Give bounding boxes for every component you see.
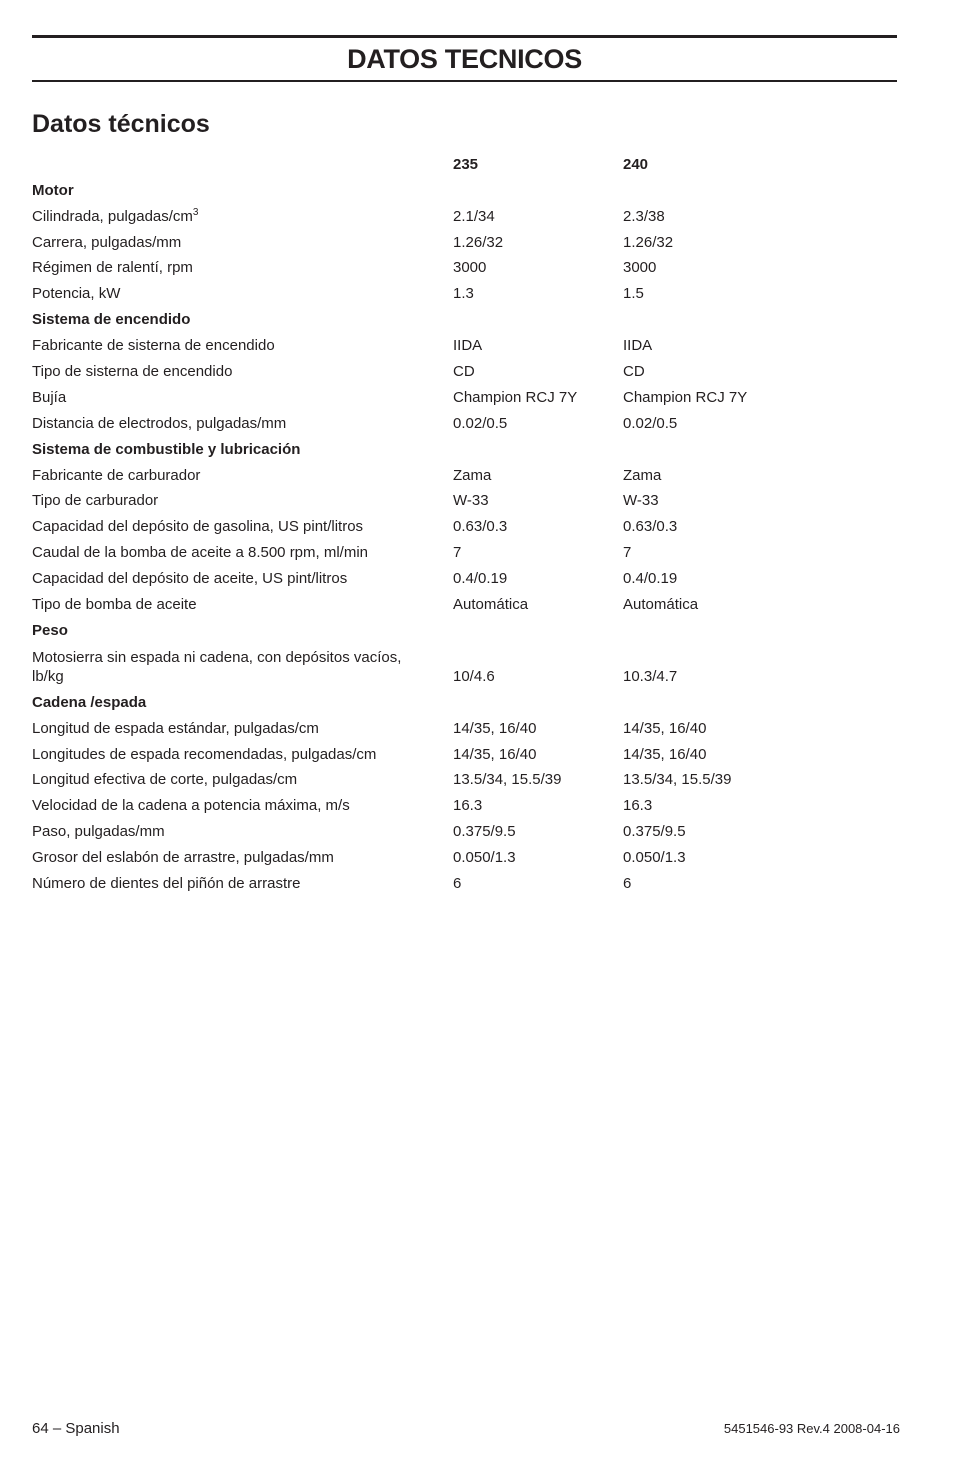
table-row xyxy=(32,358,897,384)
document-reference: 5451546-93 Rev.4 2008-04-16 xyxy=(723,1421,900,1436)
value-235: 0.63/0.3 xyxy=(453,518,508,536)
table-section-row xyxy=(32,689,897,715)
table-row xyxy=(32,870,897,896)
spec-label xyxy=(32,517,442,536)
spec-label xyxy=(32,648,442,686)
value-235: W-33 xyxy=(453,492,489,510)
value-235: 0.050/1.3 xyxy=(453,849,516,867)
spec-label-text: Bujía xyxy=(32,388,67,406)
spec-label-text: Grosor del eslabón de arrastre, pulgadas/mm xyxy=(32,849,334,867)
table-row xyxy=(32,715,897,741)
value-240: 0.02/0.5 xyxy=(623,414,678,432)
spec-label xyxy=(32,848,442,867)
spec-label xyxy=(32,388,442,407)
value-235: CD xyxy=(453,363,475,381)
spec-table xyxy=(32,151,897,896)
section-label: Peso xyxy=(32,621,68,639)
page-number: 64 – Spanish xyxy=(32,1420,120,1437)
column-header-235: 235 xyxy=(453,155,479,173)
spec-label xyxy=(32,233,442,252)
spec-label-text: Tipo de carburador xyxy=(32,492,159,510)
table-body xyxy=(32,177,897,896)
spec-label xyxy=(32,543,442,562)
spec-label-line-2: lb/kg xyxy=(32,667,64,685)
value-235: 10/4.6 xyxy=(453,667,495,685)
spec-label-text: Velocidad de la cadena a potencia máxima, m/s xyxy=(32,797,350,815)
spec-label-text: Caudal de la bomba de aceite a 8.500 rpm, ml/min xyxy=(32,544,369,562)
section-label: Motor xyxy=(32,181,74,199)
spec-label xyxy=(32,796,442,815)
value-240: IIDA xyxy=(623,337,653,355)
value-240: 1.26/32 xyxy=(623,233,674,251)
spec-label xyxy=(32,362,442,381)
value-240: 0.375/9.5 xyxy=(623,823,686,841)
header-top-rule xyxy=(32,35,897,38)
spec-label xyxy=(32,258,442,277)
value-235: 3000 xyxy=(453,259,487,277)
value-240: 16.3 xyxy=(623,797,653,815)
value-240: 10.3/4.7 xyxy=(623,667,678,685)
table-section-row xyxy=(32,617,897,643)
value-235: 0.4/0.19 xyxy=(453,570,508,588)
spec-label xyxy=(32,414,442,433)
value-240: 1.5 xyxy=(623,285,644,303)
spec-label-text: Tipo de sisterna de encendido xyxy=(32,363,233,381)
spec-label-text: Potencia, kW xyxy=(32,285,121,303)
value-240: 2.3/38 xyxy=(623,207,665,225)
table-row xyxy=(32,410,897,436)
spec-label-line-1: Motosierra sin espada ni cadena, con depósitos vacíos, xyxy=(32,648,402,666)
spec-label xyxy=(32,284,442,303)
value-235: Zama xyxy=(453,466,492,484)
spec-label xyxy=(32,207,442,226)
value-235: Automática xyxy=(453,596,529,614)
spec-label xyxy=(32,595,442,614)
table-section-row xyxy=(32,306,897,332)
spec-label xyxy=(32,491,442,510)
value-240: Zama xyxy=(623,466,662,484)
table-row xyxy=(32,255,897,281)
table-row xyxy=(32,462,897,488)
spec-label-text: Fabricante de carburador xyxy=(32,466,201,484)
table-row xyxy=(32,539,897,565)
table-row xyxy=(32,513,897,539)
table-row xyxy=(32,844,897,870)
value-240: Champion RCJ 7Y xyxy=(623,388,748,406)
value-235: 7 xyxy=(453,544,462,562)
spec-label-text: Longitud efectiva de corte, pulgadas/cm xyxy=(32,771,298,789)
value-240: 0.050/1.3 xyxy=(623,849,686,867)
spec-label-text: Longitudes de espada recomendadas, pulgadas/cm xyxy=(32,745,377,763)
spec-label xyxy=(32,466,442,485)
spec-label xyxy=(32,770,442,789)
value-240: 14/35, 16/40 xyxy=(623,719,707,737)
table-header-row xyxy=(32,151,897,177)
table-row xyxy=(32,591,897,617)
spec-label xyxy=(32,569,442,588)
value-240: CD xyxy=(623,363,645,381)
value-240: W-33 xyxy=(623,492,659,510)
table-row xyxy=(32,565,897,591)
table-row xyxy=(32,818,897,844)
table-row xyxy=(32,229,897,255)
value-235: 1.26/32 xyxy=(453,233,504,251)
spec-label xyxy=(32,745,442,764)
spec-label xyxy=(32,874,442,893)
column-header-240: 240 xyxy=(623,155,649,173)
spec-label-text: Tipo de bomba de aceite xyxy=(32,596,197,614)
section-title: Datos técnicos xyxy=(32,110,210,138)
page-header-title: DATOS TECNICOS xyxy=(347,44,582,74)
table-row xyxy=(32,767,897,793)
value-235: 13.5/34, 15.5/39 xyxy=(453,771,562,789)
table-row xyxy=(32,643,897,689)
spec-label xyxy=(32,336,442,355)
spec-label-text: Capacidad del depósito de gasolina, US pint/litros xyxy=(32,518,364,536)
value-240: 3000 xyxy=(623,259,657,277)
spec-label-text: Paso, pulgadas/mm xyxy=(32,823,165,841)
value-240: 0.4/0.19 xyxy=(623,570,678,588)
value-240: 14/35, 16/40 xyxy=(623,745,707,763)
value-235: 1.3 xyxy=(453,285,474,303)
spec-label-text: Carrera, pulgadas/mm xyxy=(32,233,182,251)
spec-label xyxy=(32,822,442,841)
spec-label xyxy=(32,719,442,738)
table-row xyxy=(32,792,897,818)
table-row xyxy=(32,741,897,767)
table-section-row xyxy=(32,177,897,203)
spec-label-text: Capacidad del depósito de aceite, US pint/litros xyxy=(32,570,348,588)
table-row xyxy=(32,332,897,358)
value-235: 0.02/0.5 xyxy=(453,414,508,432)
spec-label-text: Distancia de electrodos, pulgadas/mm xyxy=(32,414,287,432)
value-235: Champion RCJ 7Y xyxy=(453,388,578,406)
value-240: 6 xyxy=(623,875,632,893)
value-235: 14/35, 16/40 xyxy=(453,745,537,763)
value-240: 0.63/0.3 xyxy=(623,518,678,536)
value-240: 7 xyxy=(623,544,632,562)
value-235: 6 xyxy=(453,875,462,893)
section-label: Cadena /espada xyxy=(32,693,147,711)
table-row xyxy=(32,488,897,514)
spec-label-superscript: 3 xyxy=(192,206,199,218)
section-label: Sistema de combustible y lubricación xyxy=(32,440,301,458)
header-bottom-rule xyxy=(32,80,897,82)
value-235: 2.1/34 xyxy=(453,207,495,225)
value-235: IIDA xyxy=(453,337,483,355)
section-label: Sistema de encendido xyxy=(32,311,191,329)
spec-label-text: Número de dientes del piñón de arrastre xyxy=(32,875,301,893)
table-section-row xyxy=(32,436,897,462)
spec-label-text: Longitud de espada estándar, pulgadas/cm xyxy=(32,719,319,737)
value-235: 16.3 xyxy=(453,797,483,815)
table-row xyxy=(32,280,897,306)
value-240: 13.5/34, 15.5/39 xyxy=(623,771,732,789)
value-235: 14/35, 16/40 xyxy=(453,719,537,737)
spec-label-text: Régimen de ralentí, rpm xyxy=(32,259,193,277)
spec-label-text: Cilindrada, pulgadas/cm xyxy=(32,207,193,225)
value-235: 0.375/9.5 xyxy=(453,823,516,841)
value-240: Automática xyxy=(623,596,699,614)
spec-label-text: Fabricante de sisterna de encendido xyxy=(32,337,275,355)
table-row xyxy=(32,384,897,410)
table-row xyxy=(32,203,897,229)
